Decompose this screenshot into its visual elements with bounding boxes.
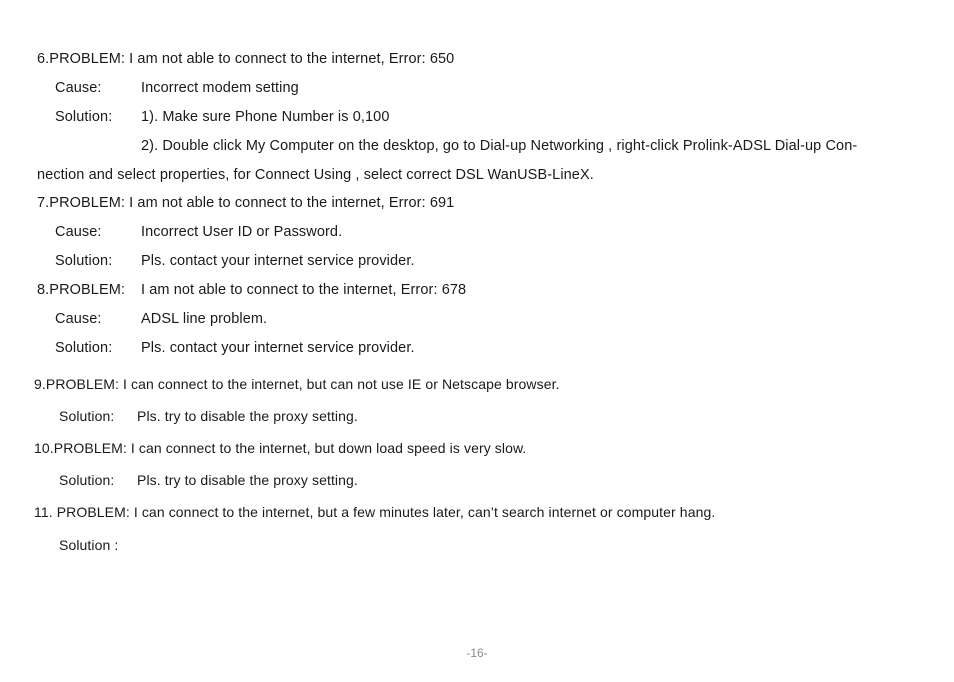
problem-9-solution-label: Solution: (59, 408, 115, 424)
problem-6-solution-step-2-line-2: nection and select properties, for Connect Using , select correct DSL WanUSB-LineX. (37, 167, 594, 183)
page-number: -16- (466, 646, 488, 660)
problem-8-title-prefix: 8.PROBLEM: (37, 282, 126, 298)
problem-7-solution-label: Solution: (55, 253, 113, 269)
problem-6-solution-step-1: 1). Make sure Phone Number is 0,100 (141, 109, 390, 125)
problem-8-solution-label: Solution: (55, 340, 113, 356)
problem-7-title: 7.PROBLEM: I am not able to connect to the internet, Error: 691 (37, 195, 455, 211)
problem-11-title: 11. PROBLEM: I can connect to the internet, but a few minutes later, can’t search internet or computer hang. (34, 504, 716, 520)
problem-7-cause-label: Cause: (55, 224, 102, 240)
problem-7-cause-text: Incorrect User ID or Password. (141, 224, 343, 240)
problem-6-cause-text: Incorrect modem setting (141, 80, 299, 96)
problem-11-solution-label: Solution : (59, 537, 119, 553)
problem-8-solution-text: Pls. contact your internet service provider. (141, 340, 415, 356)
problem-6-solution-step-2-line-1: 2). Double click My Computer on the desktop, go to Dial-up Networking , right-click Prolink-ADSL Dial-up Con- (141, 138, 858, 154)
problem-6-cause-label: Cause: (55, 80, 102, 96)
problem-7-solution-text: Pls. contact your internet service provider. (141, 253, 415, 269)
problem-6-solution-label: Solution: (55, 109, 113, 125)
problem-9-title: 9.PROBLEM: I can connect to the internet, but can not use IE or Netscape browser. (34, 376, 560, 392)
problem-10-solution-text: Pls. try to disable the proxy setting. (137, 472, 358, 488)
problem-9-solution-text: Pls. try to disable the proxy setting. (137, 408, 358, 424)
problem-10-title: 10.PROBLEM: I can connect to the internet, but down load speed is very slow. (34, 440, 527, 456)
problem-8-title-text: I am not able to connect to the internet, Error: 678 (141, 282, 467, 298)
problem-8-cause-text: ADSL line problem. (141, 311, 268, 327)
problem-6-title: 6.PROBLEM: I am not able to connect to the internet, Error: 650 (37, 51, 455, 67)
problem-10-solution-label: Solution: (59, 472, 115, 488)
problem-8-cause-label: Cause: (55, 311, 102, 327)
